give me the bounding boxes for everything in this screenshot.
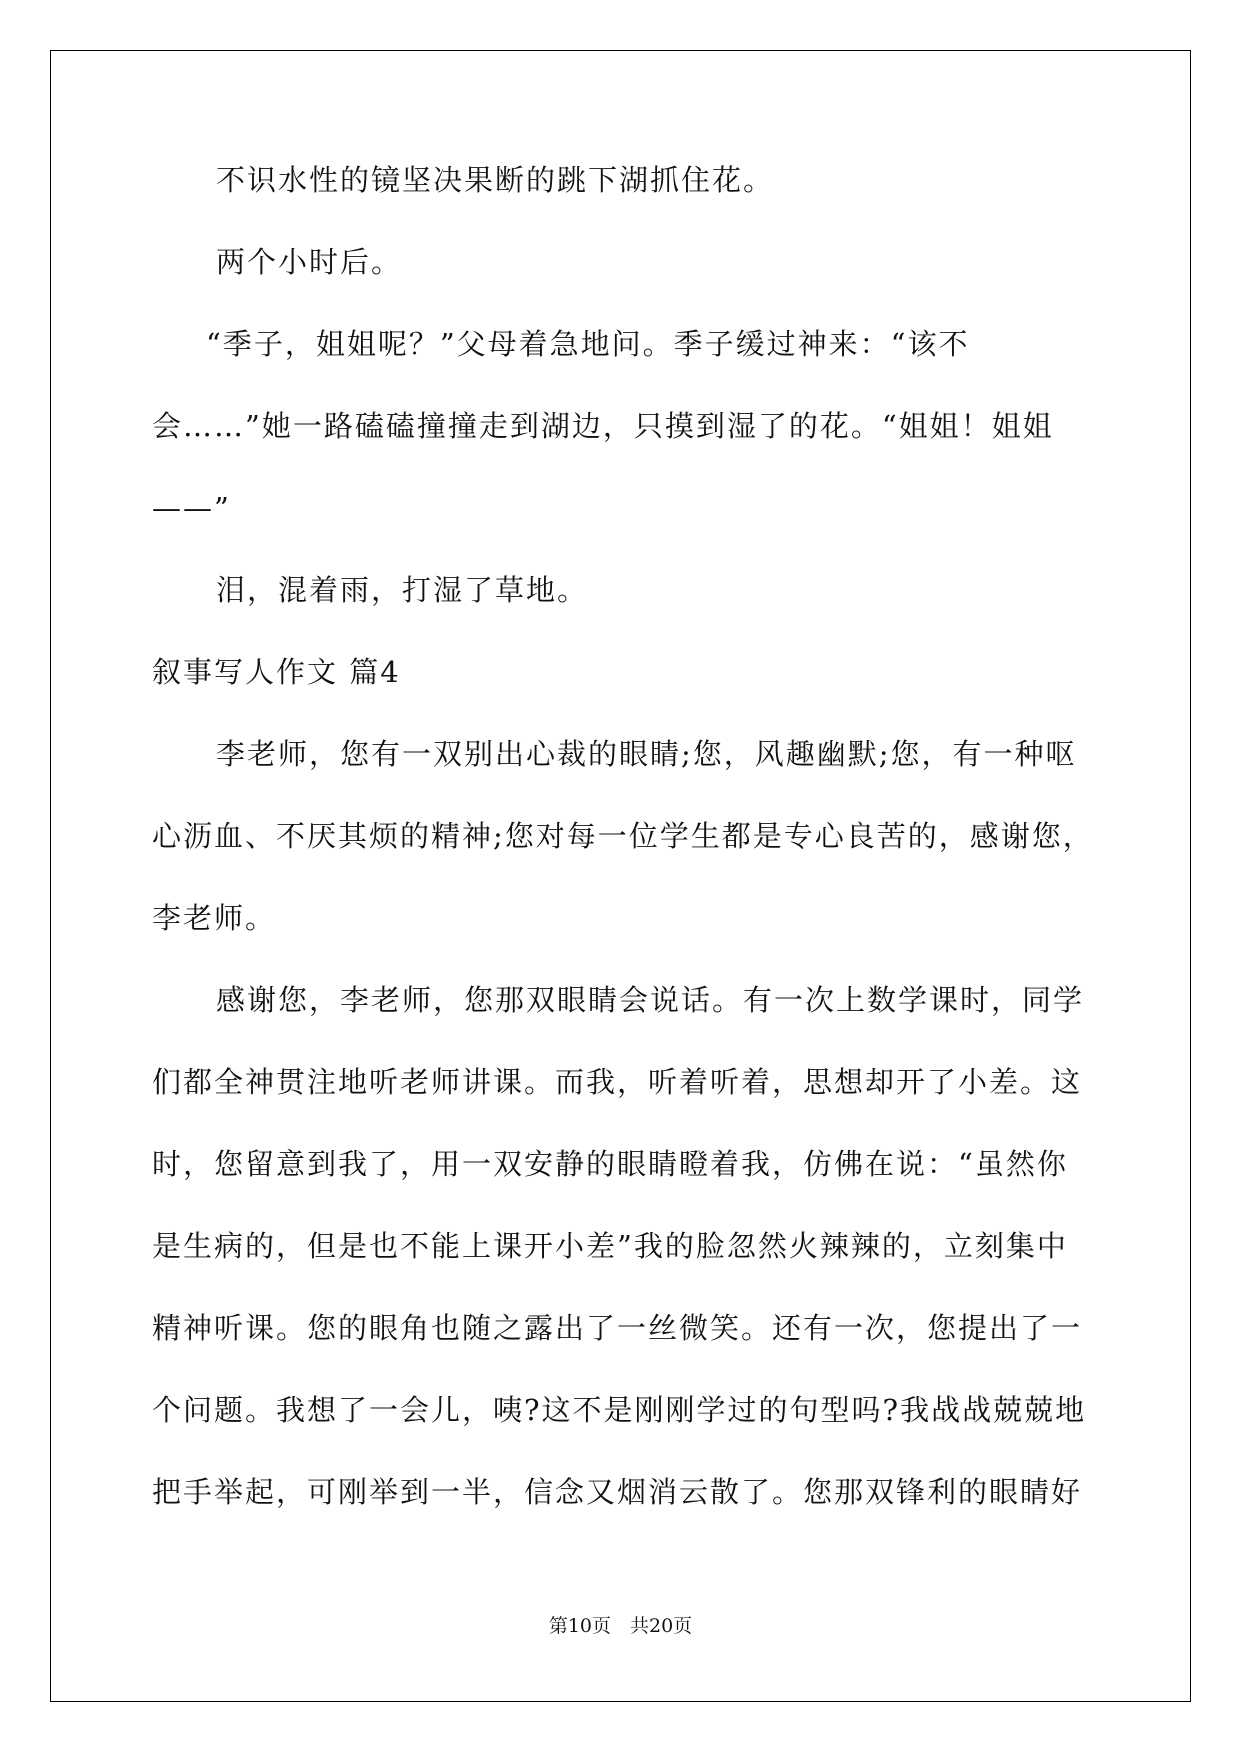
paragraph-line: 个问题。我想了一会儿，咦?这不是刚刚学过的句型吗?我战战兢兢地 xyxy=(152,1393,1087,1427)
paragraph-line: 感谢您，李老师，您那双眼睛会说话。有一次上数学课时，同学 xyxy=(216,983,1085,1017)
paragraph-line: “季子，姐姐呢？”父母着急地问。季子缓过神来：“该不 xyxy=(206,327,970,361)
paragraph-line: 心沥血、不厌其烦的精神;您对每一位学生都是专心良苦的，感谢您， xyxy=(152,819,1094,853)
paragraph-line: 时，您留意到我了，用一双安静的眼睛瞪着我，仿佛在说：“虽然你 xyxy=(152,1147,1068,1181)
paragraph-line: 不识水性的镜坚决果断的跳下湖抓住花。 xyxy=(216,163,775,197)
section-heading: 叙事写人作文 篇4 xyxy=(152,655,401,689)
paragraph-line: 精神听课。您的眼角也随之露出了一丝微笑。还有一次，您提出了一 xyxy=(152,1311,1083,1345)
paragraph-line: 会……”她一路磕磕撞撞走到湖边，只摸到湿了的花。“姐姐！姐姐 xyxy=(152,409,1054,443)
paragraph-line: 泪，混着雨，打湿了草地。 xyxy=(216,573,589,607)
paragraph-line: 李老师，您有一双别出心裁的眼睛;您，风趣幽默;您，有一种呕 xyxy=(216,737,1077,771)
paragraph-line: 们都全神贯注地听老师讲课。而我，听着听着，思想却开了小差。这 xyxy=(152,1065,1083,1099)
page-number: 第10页 共20页 xyxy=(548,1615,693,1637)
paragraph-line: 两个小时后。 xyxy=(216,245,403,279)
paragraph-line: 是生病的，但是也不能上课开小差”我的脸忽然火辣辣的，立刻集中 xyxy=(152,1229,1068,1263)
paragraph-line: 把手举起，可刚举到一半，信念又烟消云散了。您那双锋利的眼睛好 xyxy=(152,1475,1083,1509)
document-body xyxy=(152,162,1092,1556)
paragraph-line: ——” xyxy=(152,491,231,525)
paragraph-line: 李老师。 xyxy=(152,901,277,935)
